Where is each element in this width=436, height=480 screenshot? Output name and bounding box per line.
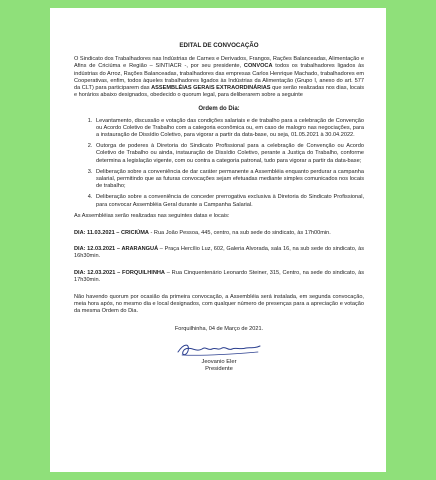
session-day: DIA: 12.03.2021 – FORQUILHINHA: [74, 269, 165, 276]
order-title: Ordem do Dia:: [198, 106, 240, 113]
session-details: – Praça Hercílio Luz, 602, Galeria Alvorada, sala 16, na sub sede do sindicato, às 16h30min.: [74, 246, 364, 260]
intro-text-2: todos os trabalhadores ligados às indústrias do Arroz, Rações Balanceadas, trabalhadores das empresas Carlos Henrique Machado, trabalhadores em Cooperativas, enfim, todos àqueles trabalhadores ligados às Indústrias da Alimentação (Grupo I, anexo do art. 577 da CLT) para participarem das: [74, 63, 364, 92]
session-item: [74, 270, 364, 284]
agenda-list: [74, 118, 364, 209]
signer-role: Presidente: [205, 365, 233, 372]
handwritten-signature: [174, 339, 264, 359]
agenda-item: 1. Levantamento, discussão e votação das condições salariais e de trabalho para a celebração de Convenção ou Acordo Coletivo de Trabalho com a categoria econômica ou, em caso de malogro nas negociações, para a instauração de Dissídio Coletivo, para vigorar a partir da data-base, ou seja, 01.05.2021 à 30.04.2022.: [94, 118, 364, 140]
closing-paragraph: Não havendo quorum por ocasião da primeira convocação, a Assembléia será instalada, em segunda convocação, meia hora após, no mesmo dia e local designados, com qualquer número de presenças para a apreciação e votação da mesma Ordem do Dia.: [74, 294, 364, 315]
session-details: – Rua Cinquentenário Leonardo Steiner, 315, Centro, na sede do sindicato, às 17h30min.: [74, 269, 364, 283]
session-item: [74, 230, 364, 237]
session-details: - Rua João Pessoa, 445, centro, na sub sede do sindicato, às 17h00min.: [148, 230, 331, 237]
intro-paragraph: [74, 56, 364, 99]
signature-block: [159, 339, 279, 373]
agenda-item: 3. Deliberação sobre a conveniência de dar caráter permanente a Assembléia enquanto perdurar a campanha salarial, permitindo que as futuras convocações sejam efetuadas mediante simples comunicados nos locais de trabalho;: [94, 169, 364, 191]
document-title: EDITAL DE CONVOCAÇÃO: [179, 42, 259, 49]
session-day: DIA: 11.03.2021 – CRICIÚMA: [74, 230, 149, 237]
agenda-item: 4. Deliberação sobre a conveniência de conceder prerrogativa exclusiva à Diretoria do Sindicato Profissional, para convocar Assembléia Geral durante a Campanha Salarial.: [94, 194, 364, 208]
intro-text-3: que serão realizadas nos dias, locais e horários abaixo designados, obedecido o quorum legal, para deliberarem sobre a seguinte: [74, 85, 364, 99]
agenda-item: 2. Outorga de poderes à Diretoria do Sindicato Profissional para a celebração de Convenção ou Acordo Coletivo de Trabalho ou ainda, instauração de Dissídio Coletivo, perante a Justiça do Trabalho, conforme determina a legislação vigente, com ou contra a categoria patronal, tudo para vigorar a partir da data-base;: [94, 143, 364, 165]
document-page: [50, 8, 386, 472]
date-line: Forquilhinha, 04 de Março de 2021.: [174, 325, 264, 332]
session-item: [74, 246, 364, 260]
intro-text-1: O Sindicato dos Trabalhadores nas Indústrias de Carnes e Derivados, Frangos, Rações Balanceadas, Alimentação e Afins de Criciúma e Região – SINTIACR -, por seu presidente,: [74, 56, 364, 70]
signer-name: Jeovanio Eler: [201, 358, 237, 365]
sessions-intro: As Assembléias serão realizadas nas seguintes datas e locais:: [74, 212, 230, 219]
session-day: DIA: 12.03.2021 – ARARANGUÁ: [74, 246, 159, 253]
intro-bold-convoca: CONVOCA: [243, 63, 273, 70]
intro-bold-assemblies: ASSEMBLÉIAS GERAIS EXTRAORDINÁRIAS: [151, 85, 271, 92]
